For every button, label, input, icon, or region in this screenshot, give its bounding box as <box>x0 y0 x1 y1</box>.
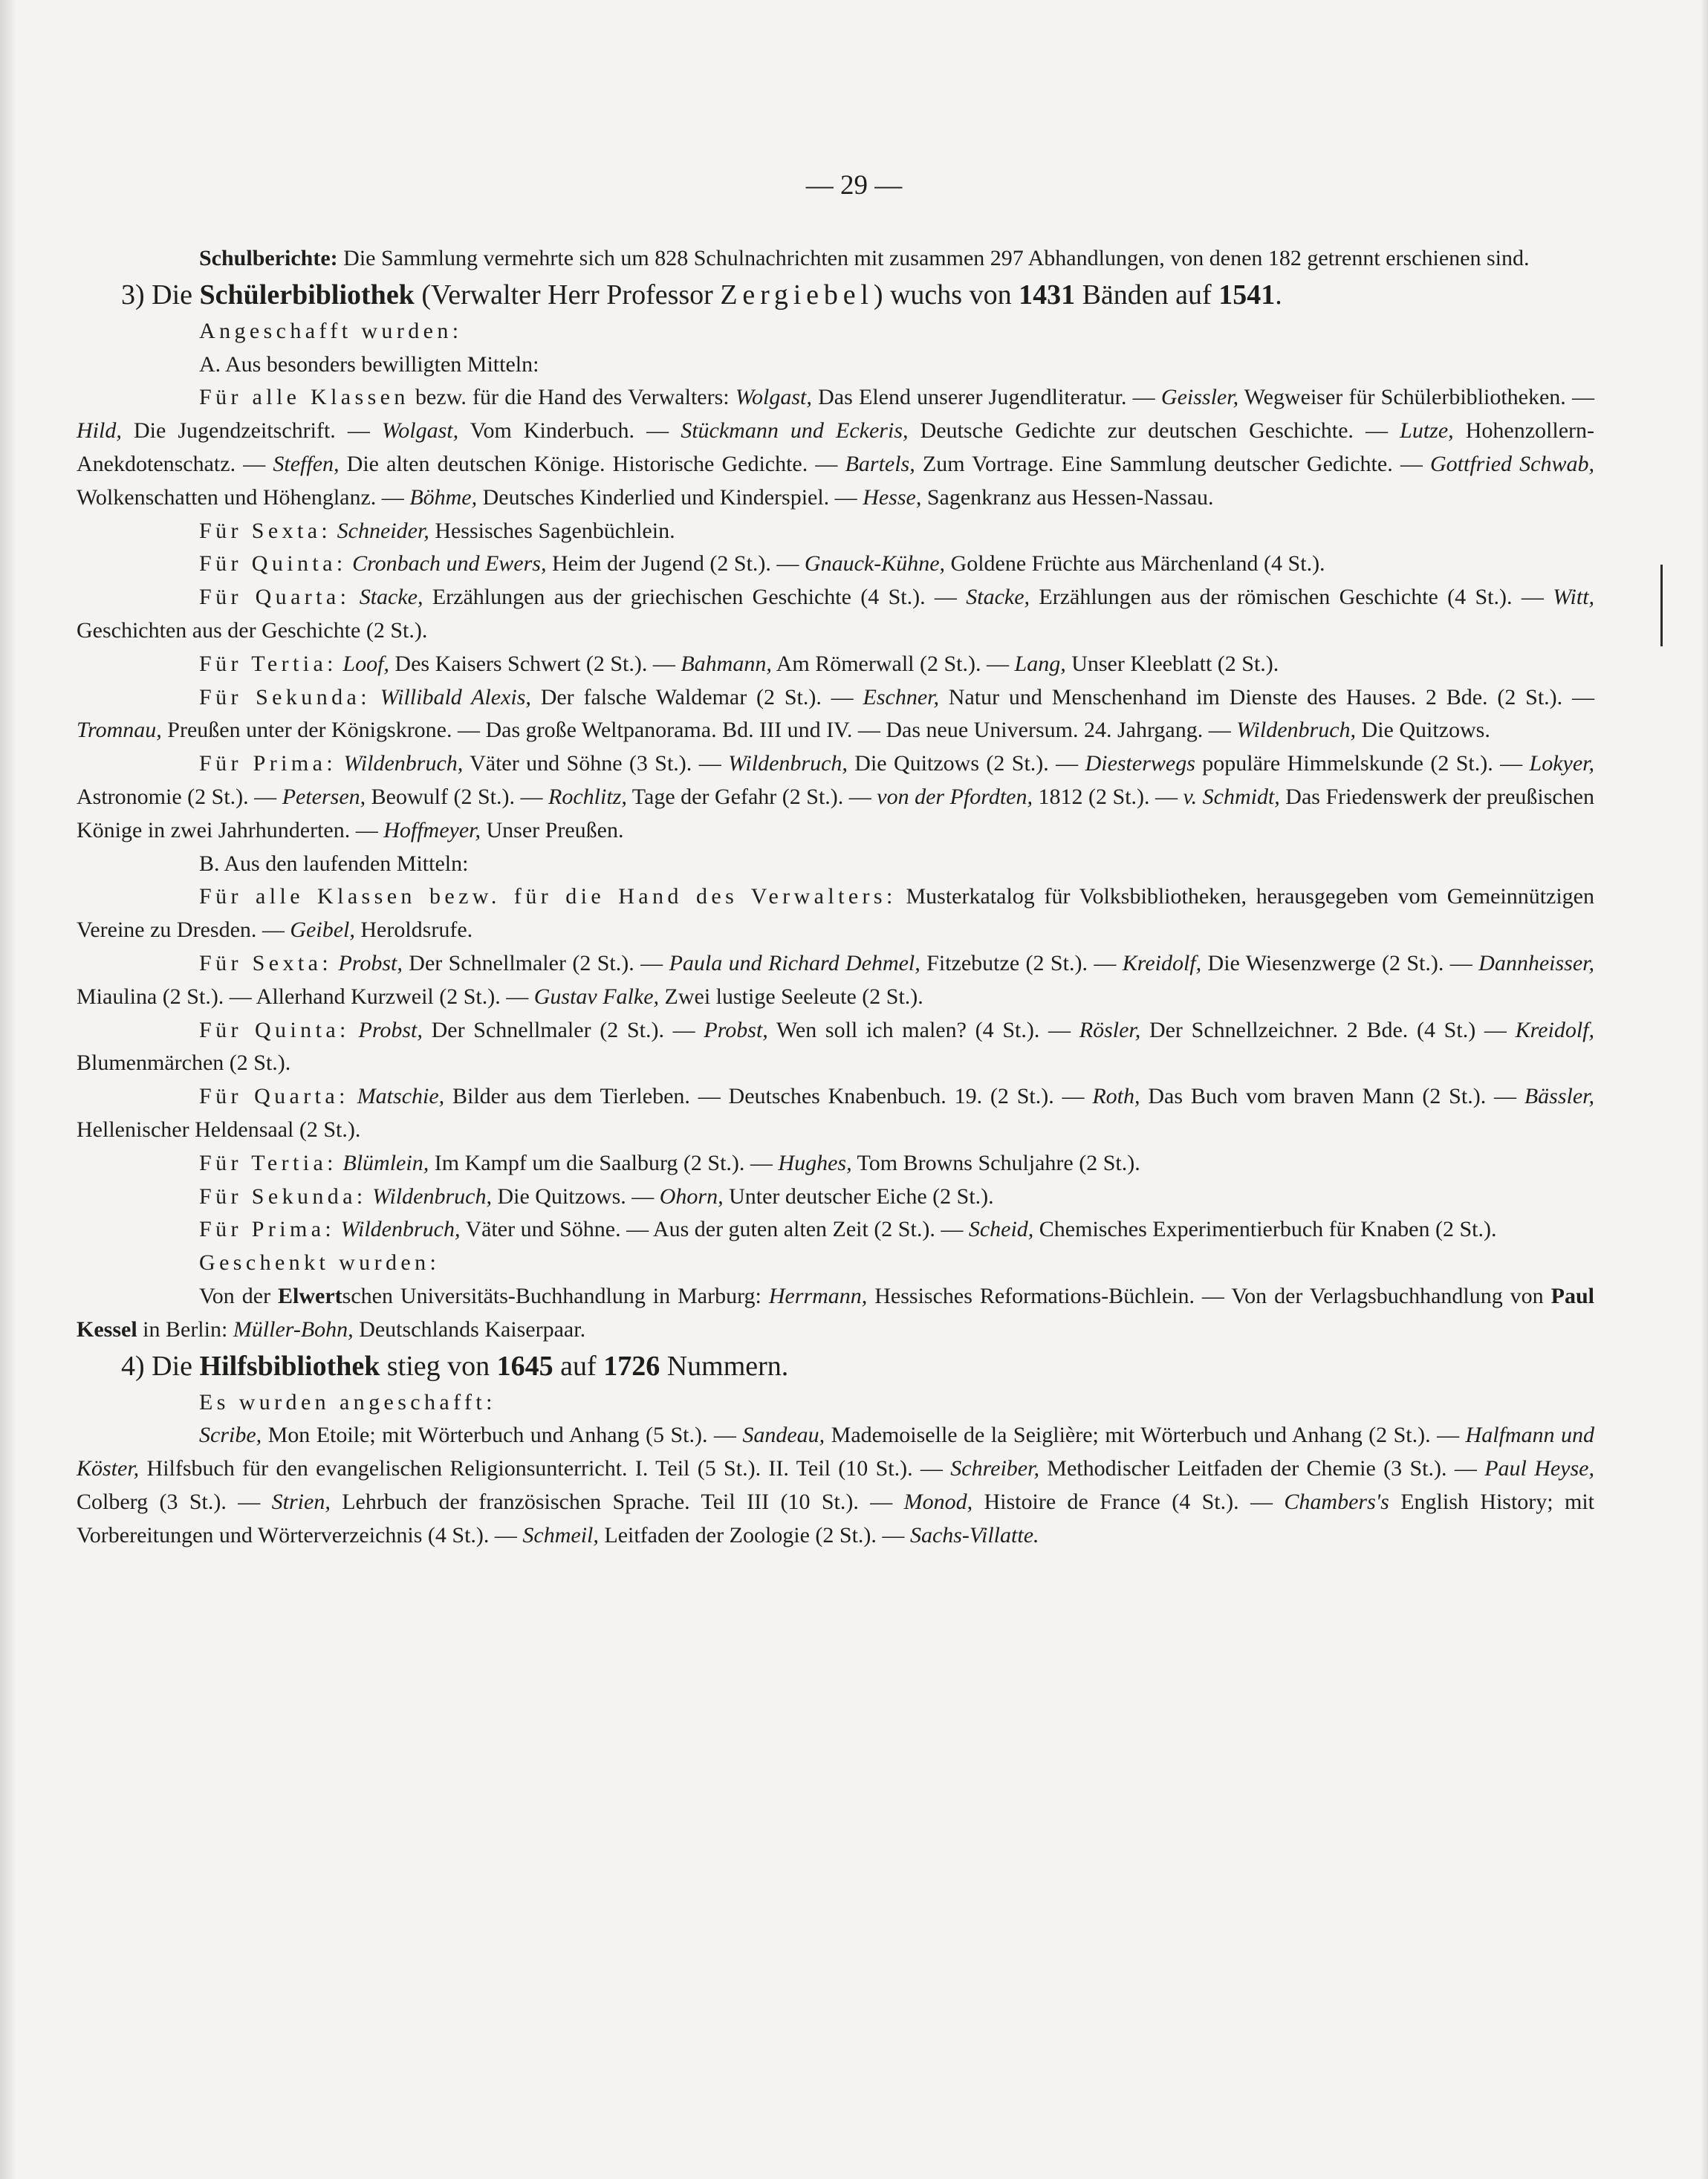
hilfsbibliothek-heading: 4) Die Hilfsbibliothek stieg von 1645 auf 1726 Nummern. <box>121 1350 789 1382</box>
a-tertia: Für Tertia: Loof, Des Kaisers Schwert (2 St.). — Bahmann, Am Römerwall (2 St.). — Lang, Unser Kleeblatt (2 St.). <box>199 651 1279 676</box>
es-wurden-label: Es wurden angeschafft: <box>199 1389 496 1415</box>
section-a-heading: A. Aus besonders bewilligten Mitteln: <box>199 351 539 377</box>
hilfsbibliothek-list: Scribe, Mon Etoile; mit Wörterbuch und Anhang (5 St.). — Sandeau, Mademoiselle de la Seiglière; mit Wörterbuch und Anhang (2 St.). — Halfmann und Köster, Hilfsbuch für den evangelischen Religionsunterricht. I. Teil (5 St.). II. Teil (10 St.). — Schreiber, Methodischer Leitfaden der Chemie (3 St.). — Paul Heyse, Colberg (3 St.). — Strien, Lehrbuch der französischen Sprache. Teil III (10 St.). — Monod, Histoire de France (4 St.). — Chambers's English History; mit Vorbereitungen und Wörterverzeichnis (4 St.). — Schmeil, Leitfaden der Zoologie (2 St.). — Sachs-Villatte. <box>77 1423 1595 1548</box>
scan-right-edge <box>1701 0 1708 2179</box>
page-number: — 29 — <box>805 170 903 201</box>
a-quarta: Für Quarta: Stacke, Erzählungen aus der griechischen Geschichte (4 St.). — Stacke, Erzählungen aus der römischen Geschichte (4 St.). — Witt, Geschichten aus der Geschichte (2 St.). <box>77 585 1595 643</box>
a-alle-klassen: Für alle Klassen bezw. für die Hand des Verwalters: Wolgast, Das Elend unserer Jugendliteratur. — Geissler, Wegweiser für Schülerbibliotheken. — Hild, Die Jugendzeitschrift. — Wolgast, Vom Kinderbuch. — Stückmann und Eckeris, Deutsche Gedichte zur deutschen Geschichte. — Lutze, Hohenzollern-Anekdotenschatz. — Steffen, Die alten deutschen Könige. Historische Gedichte. — Bartels, Zum Vortrage. Eine Sammlung deutscher Gedichte. — Gottfried Schwab, Wolkenschatten und Höhenglanz. — Böhme, Deutsches Kinderlied und Kinderspiel. — Hesse, Sagenkranz aus Hessen-Nassau. <box>77 385 1595 510</box>
b-prima: Für Prima: Wildenbruch, Väter und Söhne. — Aus der guten alten Zeit (2 St.). — Scheid, Chemisches Experimentierbuch für Knaben (2 St.). <box>199 1217 1497 1242</box>
section-b-heading: B. Aus den laufenden Mitteln: <box>199 851 469 876</box>
b-quinta: Für Quinta: Probst, Der Schnellmaler (2 St.). — Probst, Wen soll ich malen? (4 St.). — Rösler, Der Schnellzeichner. 2 Bde. (4 St.) — Kreidolf, Blumenmärchen (2 St.). <box>77 1017 1595 1076</box>
margin-mark <box>1660 565 1663 646</box>
a-sexta: Für Sexta: Schneider, Hessisches Sagenbüchlein. <box>199 518 675 543</box>
b-sekunda: Für Sekunda: Wildenbruch, Die Quitzows. — Ohorn, Unter deutscher Eiche (2 St.). <box>199 1183 994 1209</box>
scan-left-edge <box>0 0 16 2179</box>
a-sekunda: Für Sekunda: Willibald Alexis, Der falsche Waldemar (2 St.). — Eschner, Natur und Menschenhand im Dienste des Hauses. 2 Bde. (2 St.). — Tromnau, Preußen unter der Königskrone. — Das große Weltpanorama. Bd. III und IV. — Das neue Universum. 24. Jahrgang. — Wildenbruch, Die Quitzows. <box>77 684 1594 743</box>
gifts-paragraph: Von der Elwertschen Universitäts-Buchhandlung in Marburg: Herrmann, Hessisches Reformations-Büchlein. — Von der Verlagsbuchhandlung von Paul Kessel in Berlin: Müller-Bohn, Deutschlands Kaiserpaar. <box>77 1283 1594 1342</box>
b-tertia: Für Tertia: Blümlein, Im Kampf um die Saalburg (2 St.). — Hughes, Tom Browns Schuljahre (2 St.). <box>199 1150 1140 1175</box>
b-sexta: Für Sexta: Probst, Der Schnellmaler (2 St.). — Paula und Richard Dehmel, Fitzebutze (2 St.). — Kreidolf, Die Wiesenzwerge (2 St.). — Dannheisser, Miaulina (2 St.). — Allerhand Kurzweil (2 St.). — Gustav Falke, Zwei lustige Seeleute (2 St.). <box>77 950 1595 1009</box>
geschenkt-label: Geschenkt wurden: <box>199 1250 441 1276</box>
angeschafft-label: Angeschafft wurden: <box>199 318 463 343</box>
schuelerbibliothek-heading: 3) Die Schülerbibliothek (Verwalter Herr Professor Zergiebel) wuchs von 1431 Bänden auf 1541. <box>121 279 1282 311</box>
a-prima: Für Prima: Wildenbruch, Väter und Söhne (3 St.). — Wildenbruch, Die Quitzows (2 St.). — Diesterwegs populäre Himmelskunde (2 St.). — Lokyer, Astronomie (2 St.). — Petersen, Beowulf (2 St.). — Rochlitz, Tage der Gefahr (2 St.). — von der Pfordten, 1812 (2 St.). — v. Schmidt, Das Friedenswerk der preußischen Könige in zwei Jahrhunderten. — Hoffmeyer, Unser Preußen. <box>77 751 1594 842</box>
page-body <box>77 242 1594 1552</box>
b-quarta: Für Quarta: Matschie, Bilder aus dem Tierleben. — Deutsches Knabenbuch. 19. (2 St.). — Roth, Das Buch vom braven Mann (2 St.). — Bässler, Hellenischer Heldensaal (2 St.). <box>77 1084 1595 1142</box>
b-alle-klassen: Für alle Klassen bezw. für die Hand des Verwalters: Musterkatalog für Volksbibliotheken, herausgegeben vom Gemeinnützigen Vereine zu Dresden. — Geibel, Heroldsrufe. <box>77 884 1595 943</box>
schulberichte-paragraph: Schulberichte: Die Sammlung vermehrte sich um 828 Schulnachrichten mit zusammen 297 Abhandlungen, von denen 182 getrennt erschienen sind. <box>199 246 1530 270</box>
a-quinta: Für Quinta: Cronbach und Ewers, Heim der Jugend (2 St.). — Gnauck-Kühne, Goldene Früchte aus Märchenland (4 St.). <box>199 551 1325 577</box>
